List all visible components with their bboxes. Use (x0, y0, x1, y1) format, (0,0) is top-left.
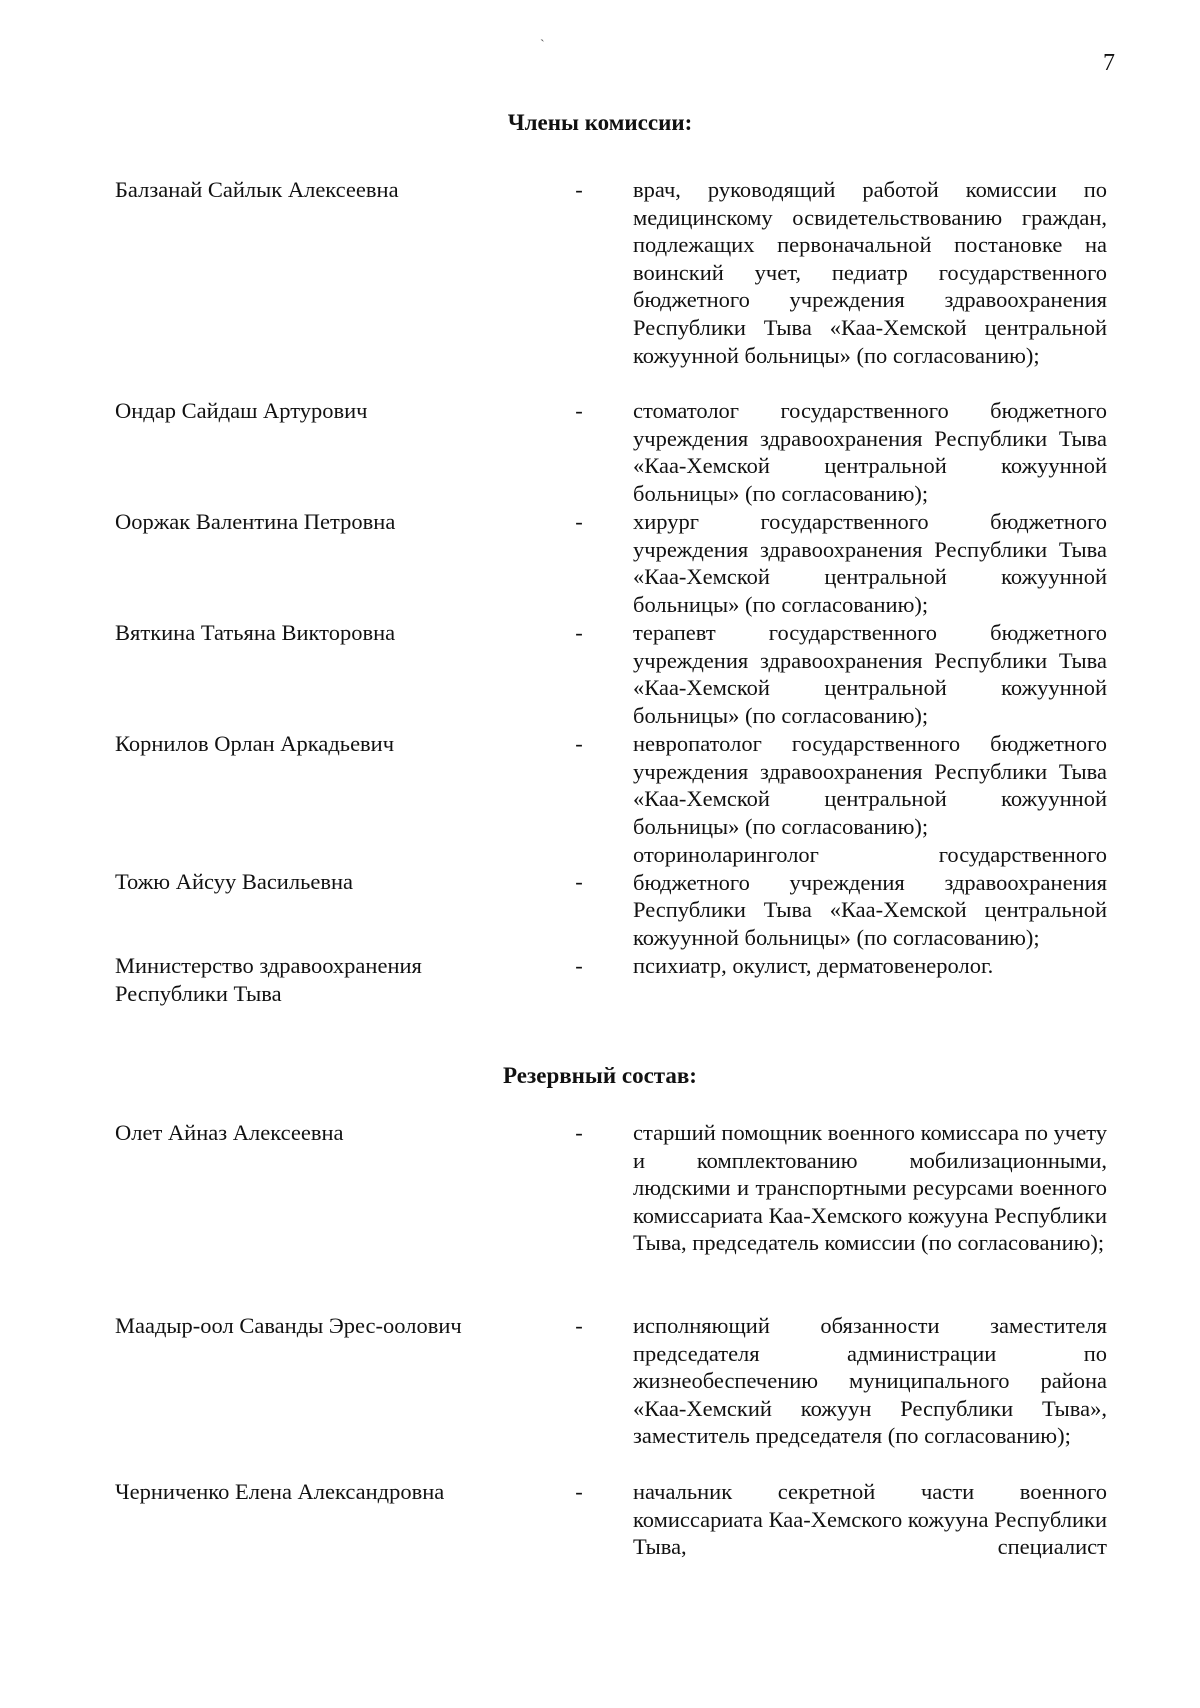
member-dash: - (575, 177, 583, 202)
members-row-3 (115, 508, 1115, 618)
member-name: Вяткина Татьяна Викторовна (115, 620, 396, 645)
member-dash: - (575, 398, 583, 423)
members-row-4 (115, 619, 1115, 729)
members-row-7 (115, 952, 1115, 1007)
member-description: стоматолог государственного бюджетного учреждения здравоохранения Республики Тыва «Каа-Хемской центральной кожуунной больницы» (по согласованию); (633, 398, 1107, 506)
reserve-dash: - (575, 1120, 583, 1145)
reserve-name: Олет Айназ Алексеевна (115, 1120, 344, 1145)
reserve-description: старший помощник военного комиссара по учету и комплектованию мобилизационными, людскими и транспортными ресурсами военного комиссариата Каа-Хемского кожууна Республики Тыва, председатель комиссии (по согласованию); (633, 1120, 1107, 1256)
reserve-row-1 (115, 1119, 1115, 1257)
members-row-2 (115, 397, 1115, 507)
reserve-name: Черниченко Елена Александровна (115, 1479, 445, 1504)
member-name: Ондар Сайдаш Артурович (115, 398, 368, 423)
member-dash: - (575, 953, 583, 978)
member-description: невропатолог государственного бюджетного учреждения здравоохранения Республики Тыва «Каа-Хемской центральной кожуунной больницы» (по согласованию); (633, 731, 1107, 839)
reserve-row-3 (115, 1478, 1115, 1561)
member-name: Ооржак Валентина Петровна (115, 509, 396, 534)
top-mark: ` (540, 38, 545, 53)
member-description: оториноларинголог государственного бюджетного учреждения здравоохранения Республики Тыва «Каа-Хемской центральной кожуунной больницы» (по согласованию); (633, 842, 1107, 950)
reserve-dash: - (575, 1479, 583, 1504)
members-title: Члены комиссии: (507, 110, 693, 135)
reserve-dash: - (575, 1313, 583, 1338)
reserve-description: начальник секретной части военного комиссариата Каа-Хемского кожууна Республики Тыва, специалист (633, 1479, 1107, 1560)
member-name: Тожю Айсуу Васильевна (115, 869, 353, 894)
member-description: психиатр, окулист, дерматовенеролог. (633, 953, 994, 978)
member-name: Министерство здравоохранения Республики Тыва (115, 953, 422, 1006)
member-dash: - (575, 869, 583, 894)
member-name: Корнилов Орлан Аркадьевич (115, 731, 395, 756)
member-dash: - (575, 731, 583, 756)
member-description: хирург государственного бюджетного учреждения здравоохранения Республики Тыва «Каа-Хемской центральной кожуунной больницы» (по согласованию); (633, 509, 1107, 617)
reserve-description: исполняющий обязанности заместителя председателя администрации по жизнеобеспечению муниципального района «Каа-Хемский кожуун Республики Тыва», заместитель председателя (по согласованию); (633, 1313, 1107, 1449)
members-row-5 (115, 730, 1115, 840)
page-number: 7 (1103, 50, 1115, 76)
member-name: Балзанай Сайлык Алексеевна (115, 177, 399, 202)
members-row-6 (115, 841, 1115, 951)
member-description: терапевт государственного бюджетного учреждения здравоохранения Республики Тыва «Каа-Хемской центральной кожуунной больницы» (по согласованию); (633, 620, 1107, 728)
reserve-title: Резервный состав: (503, 1063, 697, 1088)
member-dash: - (575, 620, 583, 645)
member-dash: - (575, 509, 583, 534)
members-row-1 (115, 176, 1115, 369)
reserve-row-2 (115, 1312, 1115, 1450)
member-description: врач, руководящий работой комиссии по медицинскому освидетельствованию граждан, подлежащих первоначальной постановке на воинский учет, педиатр государственного бюджетного учреждения здравоохранения Республики Тыва «Каа-Хемской центральной кожуунной больницы» (по согласованию); (633, 177, 1107, 368)
reserve-name: Маадыр-оол Саванды Эрес-оолович (115, 1313, 462, 1338)
